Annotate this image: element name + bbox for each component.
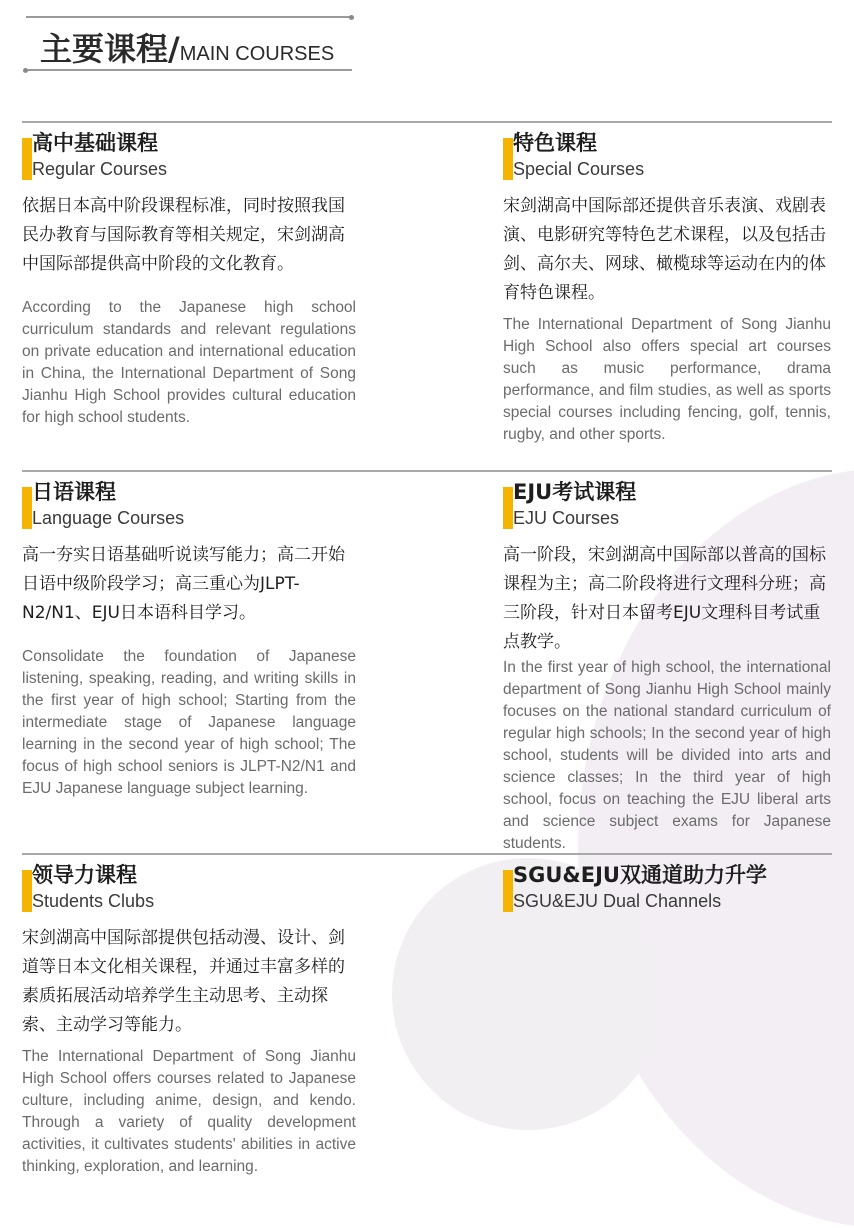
section-body-cn: 宋剑湖高中国际部还提供音乐表演、戏剧表演、电影研究等特色艺术课程，以及包括击剑、高尔夫、网球、橄榄球等运动在内的体育特色课程。 [503,196,826,303]
section-body-en: The International Department of Song Jianhu High School offers courses related to Japanese culture, including anime, design, and kendo. Through a variety of quality development activities, it cultivates students' abilities in active thinking, exploration, and learning. [22,1048,356,1175]
section-regular-courses [22,128,356,429]
header-top-dot [349,15,354,20]
section-body-cn: 高一阶段，宋剑湖高中国际部以普高的国标课程为主；高二阶段将进行文理科分班；高三阶段，针对日本留考EJU文理科目考试重点教学。 [503,545,826,652]
section-title-cn: 特色课程 [513,131,597,155]
section-title-cn: 高中基础课程 [32,131,158,155]
header-bottom-dot [23,68,28,73]
section-title-en: Students Clubs [32,891,155,911]
row-separator-1 [22,121,832,123]
section-body-en: Consolidate the foundation of Japanese listening, speaking, reading, and writing skills in the first year of high school; Starting from the intermediate stage of Japanese language learning in the second year of high school; The focus of high school seniors is JLPT-N2/N1 and EJU Japanese language subject learning. [22,648,356,797]
page-title-en: MAIN COURSES [179,43,335,65]
header-bottom-rule [26,69,352,71]
section-language-courses [22,477,356,800]
header-top-rule [26,16,352,18]
section-eju-courses [503,477,831,855]
section-title-en: SGU&EJU Dual Channels [513,891,722,911]
section-body-cn: 依据日本高中阶段课程标准，同时按照我国民办教育与国际教育等相关规定，宋剑湖高中国际部提供高中阶段的文化教育。 [22,196,345,274]
page-title-cn: 主要课程/ [40,30,180,68]
section-title-en: Language Courses [32,508,185,528]
section-title-cn: 领导力课程 [32,863,137,887]
row-separator-2 [22,470,832,472]
section-title-en: Regular Courses [32,159,168,179]
section-dual-channels [503,860,831,912]
section-body-en: The International Department of Song Jianhu High School also offers special art courses such as music performance, drama performance, and film studies, as well as sports special courses including fencing, golf, tennis, rugby, and other sports. [503,316,831,443]
section-title-en: Special Courses [513,159,645,179]
section-title-cn: 日语课程 [32,480,116,504]
section-body-cn: 高一夯实日语基础听说读写能力；高二开始日语中级阶段学习；高三重心为JLPT-N2/N1、EJU日本语科目学习。 [22,545,345,623]
section-students-clubs [22,860,356,1178]
section-title-cn: SGU&EJU双通道助力升学 [513,863,767,887]
section-title-en: EJU Courses [513,508,620,528]
section-special-courses [503,128,831,446]
section-body-en: In the first year of high school, the international department of Song Jianhu High School mainly focuses on the national standard curriculum of regular high schools; In the second year of high school, students will be divided into arts and science classes; In the third year of high school, focus on teaching the EJU liberal arts and science subject exams for Japanese students. [503,659,831,852]
page-title [40,24,334,70]
section-title-cn: EJU考试课程 [513,480,637,504]
section-body-cn: 宋剑湖高中国际部提供包括动漫、设计、剑道等日本文化相关课程，并通过丰富多样的素质拓展活动培养学生主动思考、主动探索、主动学习等能力。 [22,928,345,1035]
section-body-en: According to the Japanese high school curriculum standards and relevant regulations on private education and international education in China, the International Department of Song Jianhu High School provides cultural education for high school students. [22,299,356,426]
